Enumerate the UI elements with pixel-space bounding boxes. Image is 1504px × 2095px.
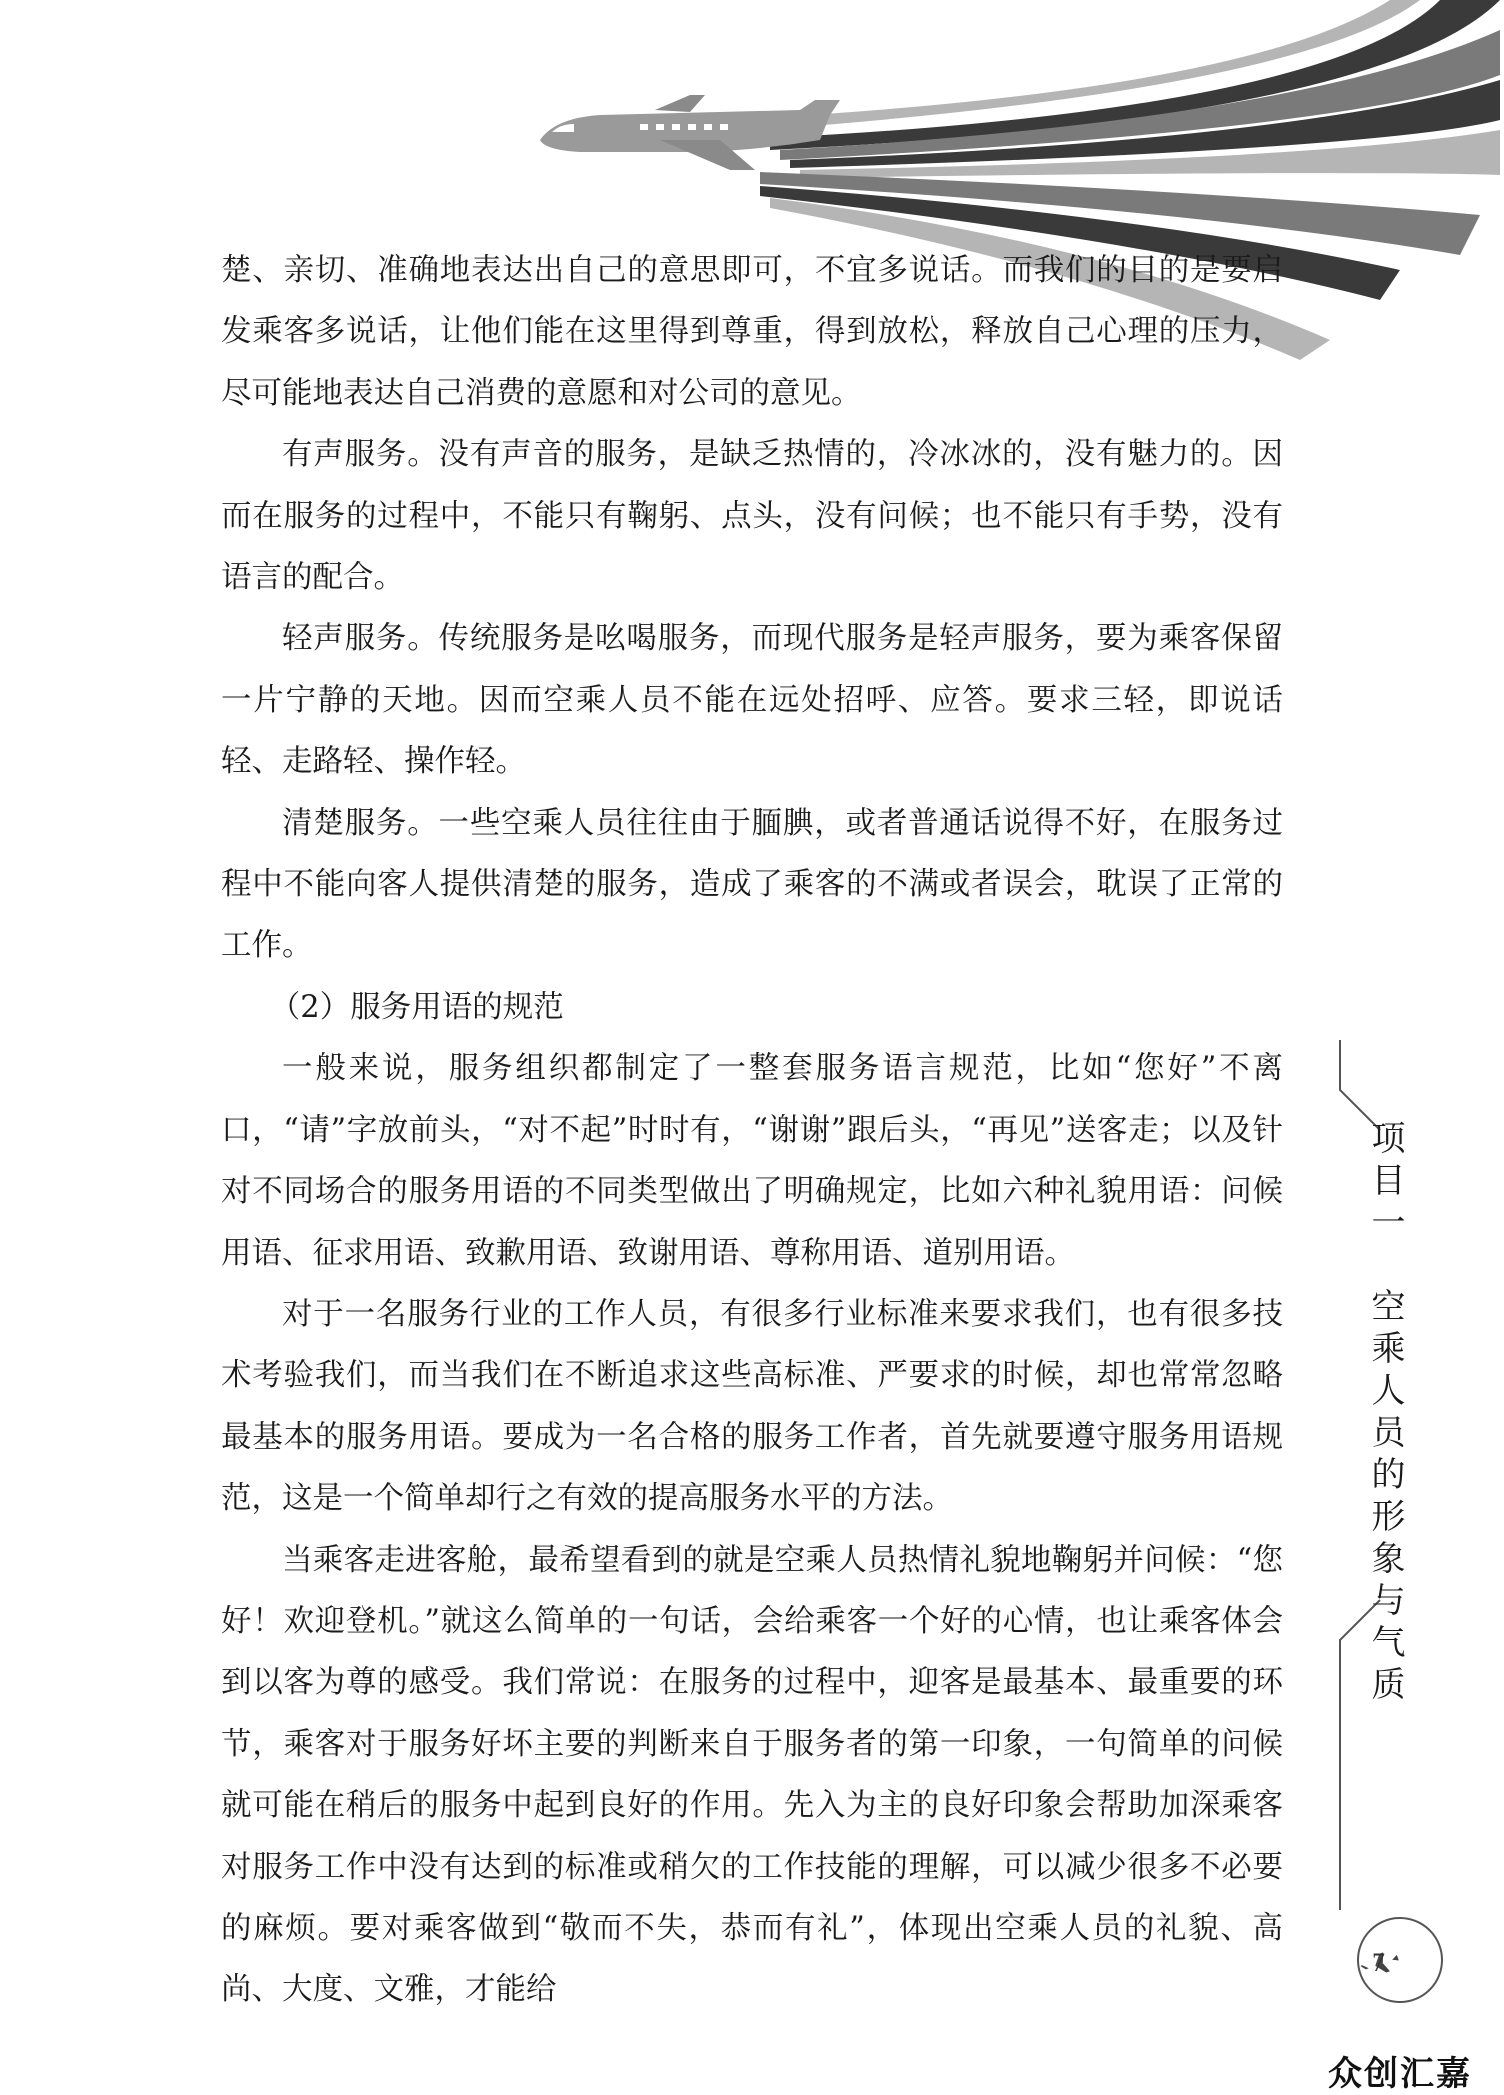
paragraph-basic-service-language: 对于一名服务行业的工作人员，有很多行业标准来要求我们，也有很多技术考验我们，而当我们在不断追求这些高标准、严要求的时候，却也常常忽略最基本的服务用语。要成为一名合格的服务工作者，首先就要遵守服务用语规范，这是一个简单却行之有效的提高服务水平的方法。: [221, 1296, 1283, 1517]
body-text: [221, 240, 1283, 2021]
side-decoration: [1320, 1040, 1504, 2040]
paragraph-soft-service: 轻声服务。传统服务是吆喝服务，而现代服务是轻声服务，要为乘客保留一片宁静的天地。因而空乘人员不能在远处招呼、应答。要求三轻，即说话轻、走路轻、操作轻。: [221, 621, 1283, 780]
paragraph-vocal-service: 有声服务。没有声音的服务，是缺乏热情的，冷冰冰的，没有魅力的。因而在服务的过程中，不能只有鞠躬、点头，没有问候；也不能只有手势，没有语言的配合。: [221, 437, 1283, 596]
section-subheading: （2）服务用语的规范: [269, 989, 564, 1025]
page-number: 7: [1372, 1948, 1385, 1977]
paragraph-service-language-norms: 一般来说，服务组织都制定了一整套服务语言规范，比如“您好”不离口，“请”字放前头，“对不起”时时有，“谢谢”跟后头，“再见”送客走；以及针对不同场合的服务用语的不同类型做出了明确规定，比如六种礼貌用语：问候用语、征求用语、致歉用语、致谢用语、尊称用语、道别用语。: [221, 1051, 1283, 1271]
chapter-side-title: 项目一 空乘人员的形象与气质: [1365, 1120, 1405, 1708]
page-number-circle: [1358, 1918, 1442, 2002]
watermark-logo: 众创汇嘉: [1328, 2054, 1472, 2094]
paragraph-clear-service: 清楚服务。一些空乘人员往往由于腼腆，或者普通话说得不好，在服务过程中不能向客人提供清楚的服务，造成了乘客的不满或者误会，耽误了正常的工作。: [221, 805, 1283, 964]
paragraph-continued: 楚、亲切、准确地表达出自己的意思即可，不宜多说话。而我们的目的是要启发乘客多说话，让他们能在这里得到尊重，得到放松，释放自己心理的压力，尽可能地表达自己消费的意愿和对公司的意见。: [221, 253, 1283, 411]
paragraph-greeting-passengers: 当乘客走进客舱，最希望看到的就是空乘人员热情礼貌地鞠躬并问候：“您好！欢迎登机。”就这么简单的一句话，会给乘客一个好的心情，也让乘客体会到以客为尊的感受。我们常说：在服务的过程中，迎客是最基本、最重要的环节，乘客对于服务好坏主要的判断来自于服务者的第一印象，一句简单的问候就可能在稍后的服务中起到良好的作用。先入为主的良好印象会帮助加深乘客对服务工作中没有达到的标准或稍欠的工作技能的理解，可以减少很多不必要的麻烦。要对乘客做到“敬而不失，恭而有礼”，体现出空乘人员的礼貌、高尚、大度、文雅，才能给: [221, 1542, 1283, 2008]
